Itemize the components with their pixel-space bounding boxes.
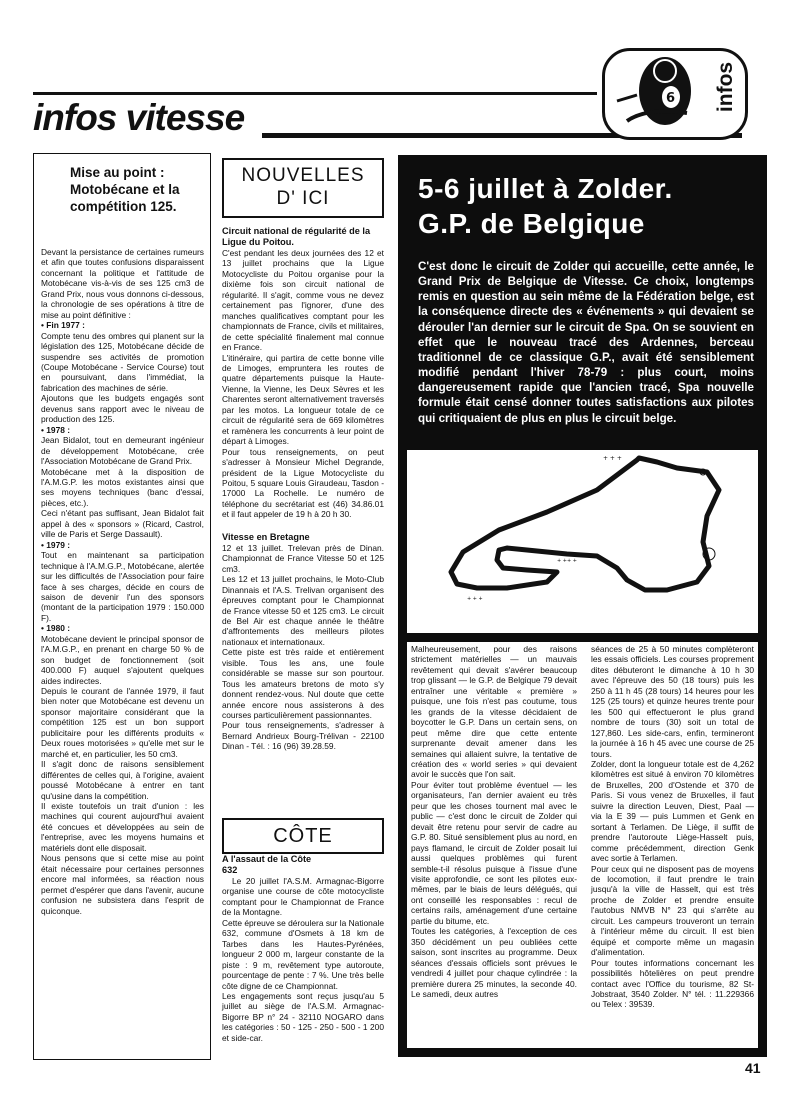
zolder-article-panel bbox=[398, 155, 767, 1057]
paragraph: Le 20 juillet l'A.S.M. Armagnac-Bigorre organise une course de côte motocycliste comptant pour le Championnat de France de la Montagne. bbox=[222, 876, 384, 918]
left-column-box bbox=[33, 153, 211, 1060]
zolder-intro: C'est donc le circuit de Zolder qui accueille, cette année, le Grand Prix de Belgique de Vitesse. Ce choix, longtemps remis en question au sein même de la Fédération belge, est la conséquence directe des « événements » qui devaient se dérouler l'an dernier sur le circuit de Spa. On se souvient en effet que le nouveau tracé des Ardennes, berceau traditionnel de ce classique G.P., avait été sensiblement modifié pendant l'hiver 78-79 : plus court, moins dangereusement rapide que l'ancien tracé, Spa nouvelle formule était censé donner toutes satisfactions aux pilotes qui critiquaient de plus en plus le circuit belge. bbox=[418, 260, 754, 425]
article-body bbox=[222, 248, 384, 520]
paragraph: Il s'agit donc de raisons sensiblement différentes de celles qui, à l'origine, avaient poussé Motobécane à entrer en tant qu'usine dans la compétition. bbox=[41, 759, 204, 801]
paragraph: Ceci n'étant pas suffisant, Jean Bidalot fait appel à des « sponsors » (Ricard, Castrol, ville de Paris et Serge Dassault). bbox=[41, 508, 204, 540]
paragraph: Zolder, dont la longueur totale est de 4,262 kilomètres est situé à environ 70 kilomètres de Bruxelles, 200 d'Ostende et 370 de Paris. Si vous venez de Bruxelles, il faut suivre la direction Leuven, Diest, Paal — via la E 39 — puis Lummen et Genk en sortant à Terlamen. De Liège, il suffit de prendre l'autoroute Liège-Hasselt puis, comme précédemment, direction Genk avec sortie à Terlamen. bbox=[591, 758, 754, 864]
paragraph: • 1980 : bbox=[41, 623, 71, 634]
cote-title: CÔTE bbox=[273, 825, 333, 847]
motorcycle-rider-icon bbox=[607, 51, 707, 137]
nouvelles-title-box bbox=[222, 158, 384, 218]
paragraph: Pour tous renseignements, s'adresser à Bernard Andrieux Bourg-Trélivan - 22100 Dinan - Tél. : 16 (96) 39.28.59. bbox=[222, 720, 384, 752]
paragraph: Pour éviter tout problème éventuel — les organisateurs, l'an dernier avaient eu très peur que les choses tournent mal avec le public — c'est donc le circuit de Zolder qui devait être retenu pour servir de cadre au G.P. 80. Situé sensiblement plus au nord, en pays flamand, le circuit de Zolder posait lui aussi quelques problèmes qui furent semble-t-il résolus puisque à l'issue d'une visite approfondie, ce sont les pilotes eux-mêmes, par le biais de leurs délégués, qui ont conseillé les responsables : recul de certains rails, aménagement d'une certaine partie du bitume, etc. bbox=[411, 779, 577, 926]
svg-text:+ + +: + + + bbox=[467, 596, 483, 602]
paragraph: Nous pensons que si cette mise au point était nécessaire pour certaines personnes encore mal informées, sa réaction nous permet d'espérer que dans l'avenir, aucune confusion ne subsistera dans l'esprit de quiconque. bbox=[41, 853, 204, 916]
paragraph: Toutes les catégories, à l'exception de ces 350 décidément un peu oubliées cette saison, sont inscrites au programme. Deux séances d'essais officiels sont prévues le vendredi 4 juillet pour chaque cylindrée : la première durera 25 minutes, la seconde 40. Le samedi, deux autres bbox=[411, 926, 577, 999]
zolder-body-col2 bbox=[591, 644, 754, 1010]
header-rule bbox=[33, 92, 597, 95]
zolder-body-box bbox=[407, 642, 758, 1048]
middle-column-cote bbox=[222, 854, 384, 1043]
zolder-circuit-icon bbox=[407, 450, 758, 633]
paragraph: Cette épreuve se déroulera sur la Nationale 632, commune d'Osmets à 18 km de Tarbes dans les Hautes-Pyrénées, longueur 2 000 m, largeur constante de la piste : 9 m, revêtement type autoroute, pourcentage de pente : 7 %. Une très belle côte digne de ce Championnat. bbox=[222, 917, 385, 991]
paragraph: • 1979 : bbox=[41, 539, 71, 550]
paragraph: • 1978 : bbox=[41, 424, 71, 435]
zolder-body-col1 bbox=[411, 644, 577, 999]
paragraph: Les engagements sont reçus jusqu'au 5 juillet au siège de l'A.S.M. Armagnac-Bigorre BP n° 24 - 32110 NOGARO dans les catégories : 50 - 125 - 250 - 500 - 1 200 et side-car. bbox=[222, 990, 384, 1043]
paragraph: Devant la persistance de certaines rumeurs et afin que toutes confusions disparaissent concernant la politique et l'attitude de Motobécane vis-à-vis de ses 125 cm3 de Grand Prix, nous vous donnons ci-dessous, la chronologie de ses opérations à titre de mise au point définitive : bbox=[41, 247, 204, 320]
left-column-title: Mise au point : Motobécane et la compétition 125. bbox=[70, 165, 180, 214]
svg-text:6: 6 bbox=[666, 91, 676, 106]
paragraph: Pour toutes informations concernant les possibilités hôtelières on peut prendre contact avec l'Office du tourisme, 82 St-Jobstraat, 3540 Zolder. N° tél. : 11.229366 ou Telex : 39539. bbox=[591, 957, 754, 1010]
paragraph: C'est pendant les deux journées des 12 et 13 juillet prochains que la Ligue Motocycliste du Poitou organise pour la dixième fois son circuit national de régularité. Il s'agit, comme vous ne devez certainement pas l'ignorer, d'une des manches qualificatives comptant pour les championnats de France, civils et militaires, de cette spécialité finalement mal connue en France. bbox=[222, 248, 384, 353]
article-body bbox=[222, 543, 384, 752]
paragraph: Tout en maintenant sa participation technique à l'A.M.G.P., Motobécane, alertée sur les difficultés de l'Association pour faire face à ses charges, décide en cours de saison de devenir l'un des sponsors (montant de la participation 1979 : 150.000 F). bbox=[41, 550, 204, 623]
paragraph: Les 12 et 13 juillet prochains, le Moto-Club Dinannais et l'A.S. Trelivan organisent des épreuves comptant pour le Championnat de France vitesse 50 et 125 cm3. Le circuit de Bel Air est chaque année le théâtre d'affrontements des meilleurs pilotes nationaux et internationaux. bbox=[222, 574, 384, 647]
paragraph: L'itinéraire, qui partira de cette bonne ville de Limoges, empruntera les routes de quatre départements puisque la Haute-Vienne, la Vienne, les Deux Sèvres et les Charentes seront alternativement traversés par les motos. La longueur totale de ce circuit de régularité sera de 669 kilomètres et ramènera les concurrents à leur point de départ à Limoges. bbox=[222, 352, 384, 447]
paragraph: 12 et 13 juillet. Trelevan près de Dinan. Championnat de France Vitesse 50 et 125 cm3. bbox=[222, 542, 384, 574]
middle-column bbox=[222, 222, 384, 752]
paragraph: Motobécane met à la disposition de l'A.M.G.P. les motos existantes ainsi que ses moyens techniques (banc d'essai, pièces, etc.). bbox=[41, 466, 204, 508]
svg-text:+ ++ +: + ++ + bbox=[557, 558, 577, 564]
page-header-title: infos vitesse bbox=[33, 97, 245, 138]
zolder-title-line1: 5-6 juillet à Zolder. bbox=[418, 173, 673, 204]
page-number: 41 bbox=[745, 1060, 761, 1076]
paragraph: Pour ceux qui ne disposent pas de moyens de locomotion, il faut prendre le train jusqu'à la ville de Hasselt, qui est très proche de Zolder et prendre ensuite l'autobus NMVB N° 23 qui s'arrête au circuit. Les campeurs trouveront un terrain à l'intérieur même du circuit. Il est bien équipé et comporte même un magasin d'alimentation. bbox=[591, 863, 754, 958]
circuit-map bbox=[407, 450, 758, 633]
paragraph: Depuis le courant de l'année 1979, il faut bien noter que Motobécane est devenu un sponsor majoritaire considérant que la compétition 125 est un bon support publicitaire pour les différents produits « Deux roues motorisées » qu'elle met sur le marché et, en particulier, les 50 cm3. bbox=[41, 686, 204, 759]
left-column-body bbox=[41, 247, 204, 916]
paragraph: Malheureusement, pour des raisons strictement matérielles — un mauvais revêtement qui devait s'avérer beaucoup trop glissant — le G.P. de Belgique 79 devait entraîner une véritable « première » puisque, une fois n'est pas coutume, tous les grands de la vitesse décidaient de boycotter le G.P. Dans un certain sens, on peut même dire que cette entente surprenante devait amener dans les semaines qui allaient suivre, la tentative de création des « world series » qui devaient avoir le succès que l'on sait. bbox=[411, 644, 577, 780]
paragraph: Ajoutons que les budgets engagés sont devenus sans rapport avec le niveau de production des 125. bbox=[41, 393, 204, 425]
infos-logo bbox=[602, 48, 748, 140]
zolder-title-line2: G.P. de Belgique bbox=[418, 208, 645, 239]
paragraph: séances de 25 à 50 minutes complèteront les essais officiels. Les courses proprement dites débuteront le dimanche à 10 h 30 avec l'épreuve des 50 (18 tours) puis les 250 à 11 h 45 (28 tours) 14 heures pour les 125 (25 tours) et quinze heures trente pour les 500 qui effectueront le plus grand nombre de tours (30) soit un total de 127,860. Les side-cars, enfin, termineront la journée à 16 h 45 avec une course de 25 tours. bbox=[591, 644, 754, 759]
cote-title-box bbox=[222, 818, 384, 854]
paragraph: Il existe toutefois un trait d'union : les machines qui courent aujourd'hui avaient été concues et développées au sein de l'entreprise, avec les moyens humains et matériels dont elle disposait. bbox=[41, 801, 204, 853]
article-title: Vitesse en Bretagne bbox=[222, 531, 310, 542]
paragraph: Jean Bidalot, tout en demeurant ingénieur de développement Motobécane, crée l'Association Motobécane de Grand Prix. bbox=[41, 435, 204, 467]
article-title: Circuit national de régularité de la Ligue du Poitou. bbox=[222, 226, 371, 247]
paragraph: Compte tenu des ombres qui planent sur la législation des 125, Motobécane décide de suspendre ses activités de promotion (Coupe Motobécane - Service Course) tout en poursuivant, dans l'immédiat, la fabrication des machines de série. bbox=[41, 330, 204, 393]
paragraph: Cette piste est très raide et entièrement visible. Tous les ans, une foule considérable se masse sur son pourtour. Tous les amateurs bretons de moto s'y donnent rendez-vous. Nul doute que cette année encore nous assisterons à des courses particulièrement passionnantes. bbox=[222, 647, 384, 721]
article-body bbox=[222, 876, 384, 1043]
paragraph: Pour tous renseignements, on peut s'adresser à Monsieur Michel Degrande, président de la Ligue Motocycliste du Poitou, 5 square Louis Giraudeau, Tasdon - 17000 La Rochelle. Le numéro de téléphone du secrétariat est (46) 34.86.01 et il faut appeler de 19 h à 20 h 30. bbox=[222, 446, 384, 520]
infos-logo-text: infos bbox=[713, 61, 737, 113]
paragraph: Motobécane devient le principal sponsor de l'A.M.G.P., en prenant en charge 50 % de son budget de fonctionnement (soit 400.000 F) auquel s'ajoutent quelques aides indirectes. bbox=[41, 633, 204, 686]
paragraph: • Fin 1977 : bbox=[41, 320, 85, 331]
article-title: A l'assaut de la Côte 632 bbox=[222, 854, 312, 875]
nouvelles-title: NOUVELLES D' ICI bbox=[241, 165, 365, 209]
svg-text:+ + +: + + + bbox=[603, 455, 622, 462]
